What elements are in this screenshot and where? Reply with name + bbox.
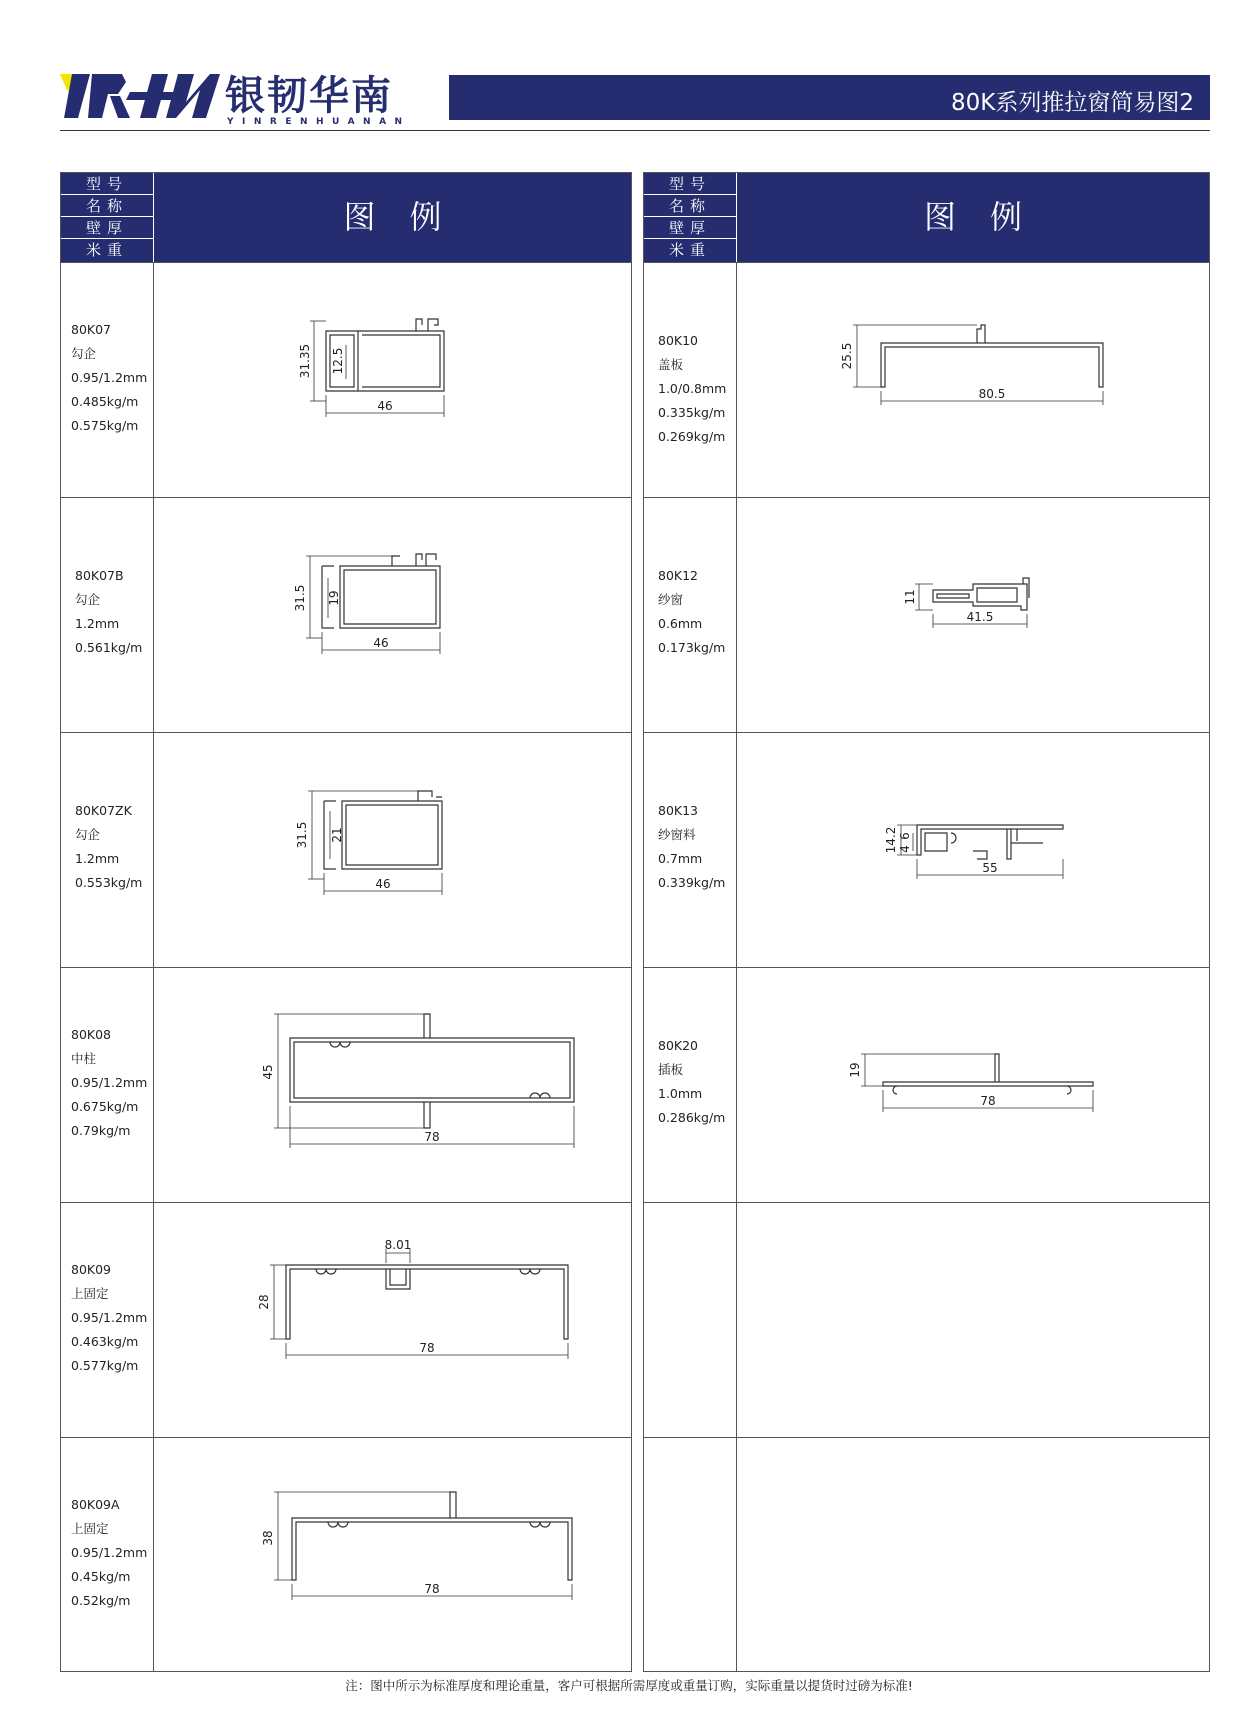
profile-drawing — [154, 1438, 631, 1671]
dim-height: 28 — [257, 1294, 271, 1310]
unit-weight: 0.485kg/m — [71, 394, 139, 409]
dim-height: 31.35 — [298, 343, 312, 379]
header-label-name: 名称 — [644, 195, 736, 217]
dim-width: 78 — [424, 1582, 440, 1596]
dim-height: 11 — [903, 589, 917, 605]
model-code: 80K10 — [658, 333, 699, 348]
dim-height: 25.5 — [840, 342, 854, 370]
table-row — [644, 967, 1209, 1202]
table-header — [61, 173, 631, 262]
dim-height: 31.5 — [293, 584, 307, 612]
unit-weight: 0.463kg/m — [71, 1334, 139, 1349]
profile-drawing — [154, 1203, 631, 1437]
model-code: 80K07B — [75, 568, 124, 583]
spec-block — [658, 564, 743, 660]
profile-name: 勾企 — [71, 346, 97, 361]
yrhn-logo-icon — [60, 72, 220, 126]
profile-name: 上固定 — [71, 1286, 109, 1301]
spec-block — [75, 799, 160, 895]
dim-inner: 19 — [327, 590, 341, 606]
dim-height: 45 — [261, 1064, 275, 1080]
header-divider — [60, 130, 1210, 131]
profile-name: 勾企 — [75, 592, 101, 607]
model-code: 80K07 — [71, 322, 112, 337]
wall-thickness: 0.95/1.2mm — [71, 1075, 148, 1090]
table-row — [61, 1202, 631, 1437]
model-code: 80K13 — [658, 803, 699, 818]
dim-inner-b: 4 — [898, 845, 912, 853]
footnote: 注：图中所示为标准厚度和理论重量，客户可根据所需厚度或重量订购，实际重量以提货时过磅为标准! — [345, 1678, 913, 1693]
profile-name: 纱窗 — [658, 592, 684, 607]
header-legend: 图例 — [923, 198, 1056, 236]
unit-weight: 0.173kg/m — [658, 640, 726, 655]
unit-weight: 0.675kg/m — [71, 1099, 139, 1114]
table-row — [61, 1437, 631, 1671]
profile-drawing — [737, 733, 1209, 967]
table-row — [644, 262, 1209, 497]
header-label-thickness: 壁厚 — [61, 217, 153, 239]
unit-weight: 0.286kg/m — [658, 1110, 726, 1125]
dim-height: 14.2 — [884, 826, 898, 854]
dim-width: 80.5 — [978, 387, 1006, 401]
spec-block — [658, 1034, 743, 1130]
wall-thickness: 1.2mm — [75, 851, 120, 866]
dim-height: 38 — [261, 1530, 275, 1546]
model-code: 80K09A — [71, 1497, 120, 1512]
table-row — [61, 262, 631, 497]
dim-height: 31.5 — [295, 821, 309, 849]
header-label-name: 名称 — [61, 195, 153, 217]
spec-block — [71, 1258, 156, 1378]
profile-name: 插板 — [658, 1062, 684, 1077]
dim-inner: 21 — [330, 827, 344, 843]
right-profile-table — [643, 172, 1210, 1672]
model-code: 80K07ZK — [75, 803, 132, 818]
table-row-empty — [644, 1202, 1209, 1437]
page-title: 80K系列推拉窗简易图2 — [951, 90, 1194, 116]
unit-weight: 0.45kg/m — [71, 1569, 131, 1584]
table-header — [644, 173, 1209, 262]
profile-drawing — [154, 263, 631, 497]
dim-width: 78 — [419, 1341, 435, 1355]
dim-height: 19 — [848, 1062, 862, 1078]
unit-weight: 0.269kg/m — [658, 429, 726, 444]
logo-chinese-text: 银韧华南 — [225, 73, 393, 119]
spec-block — [71, 1493, 156, 1613]
dim-width: 55 — [982, 861, 998, 875]
unit-weight: 0.335kg/m — [658, 405, 726, 420]
dim-inner-a: 6 — [898, 832, 912, 840]
profile-drawing — [154, 498, 631, 732]
title-bar — [449, 75, 1210, 120]
header-label-weight: 米重 — [85, 241, 128, 259]
header-label-weight: 米重 — [668, 241, 711, 259]
unit-weight: 0.52kg/m — [71, 1593, 131, 1608]
profile-drawing — [737, 498, 1209, 732]
header-label-model: 型号 — [644, 173, 736, 195]
unit-weight: 0.575kg/m — [71, 418, 139, 433]
profile-name: 纱窗料 — [658, 827, 696, 842]
wall-thickness: 1.0/0.8mm — [658, 381, 727, 396]
header-label-thickness: 壁厚 — [644, 217, 736, 239]
dim-width: 78 — [980, 1094, 996, 1108]
unit-weight: 0.553kg/m — [75, 875, 143, 890]
header-label-model: 型号 — [61, 173, 153, 195]
wall-thickness: 0.95/1.2mm — [71, 1310, 148, 1325]
wall-thickness: 0.7mm — [658, 851, 703, 866]
table-row — [61, 732, 631, 967]
model-code: 80K20 — [658, 1038, 699, 1053]
wall-thickness: 0.95/1.2mm — [71, 1545, 148, 1560]
profile-drawing — [154, 968, 631, 1202]
dim-inner: 12.5 — [331, 347, 345, 375]
wall-thickness: 0.95/1.2mm — [71, 370, 148, 385]
profile-name: 勾企 — [75, 827, 101, 842]
table-row — [61, 497, 631, 732]
spec-block — [75, 564, 160, 660]
company-logo — [60, 72, 440, 126]
table-row — [61, 967, 631, 1202]
dim-width: 46 — [377, 399, 393, 413]
table-row — [644, 497, 1209, 732]
dim-width: 78 — [424, 1130, 440, 1144]
left-profile-table — [60, 172, 632, 1672]
table-row-empty — [644, 1437, 1209, 1671]
profile-name: 盖板 — [658, 357, 684, 372]
unit-weight: 0.561kg/m — [75, 640, 143, 655]
logo-english-text: YINRENHUANAN — [227, 117, 411, 127]
profile-name: 中柱 — [71, 1051, 97, 1066]
profile-drawing — [737, 968, 1209, 1202]
dim-width: 46 — [373, 636, 389, 650]
unit-weight: 0.79kg/m — [71, 1123, 131, 1138]
model-code: 80K08 — [71, 1027, 112, 1042]
profile-drawing — [737, 263, 1209, 497]
header-legend: 图例 — [343, 198, 476, 236]
unit-weight: 0.577kg/m — [71, 1358, 139, 1373]
table-row — [644, 732, 1209, 967]
profile-name: 上固定 — [71, 1521, 109, 1536]
dim-top: 8.01 — [384, 1238, 412, 1252]
profile-drawing — [154, 733, 631, 967]
wall-thickness: 1.2mm — [75, 616, 120, 631]
dim-width: 46 — [375, 877, 391, 891]
spec-block — [658, 799, 743, 895]
spec-block — [71, 318, 156, 438]
wall-thickness: 1.0mm — [658, 1086, 703, 1101]
spec-block — [71, 1023, 156, 1143]
dim-width: 41.5 — [966, 610, 994, 624]
spec-block — [658, 329, 743, 449]
unit-weight: 0.339kg/m — [658, 875, 726, 890]
model-code: 80K09 — [71, 1262, 112, 1277]
model-code: 80K12 — [658, 568, 699, 583]
wall-thickness: 0.6mm — [658, 616, 703, 631]
